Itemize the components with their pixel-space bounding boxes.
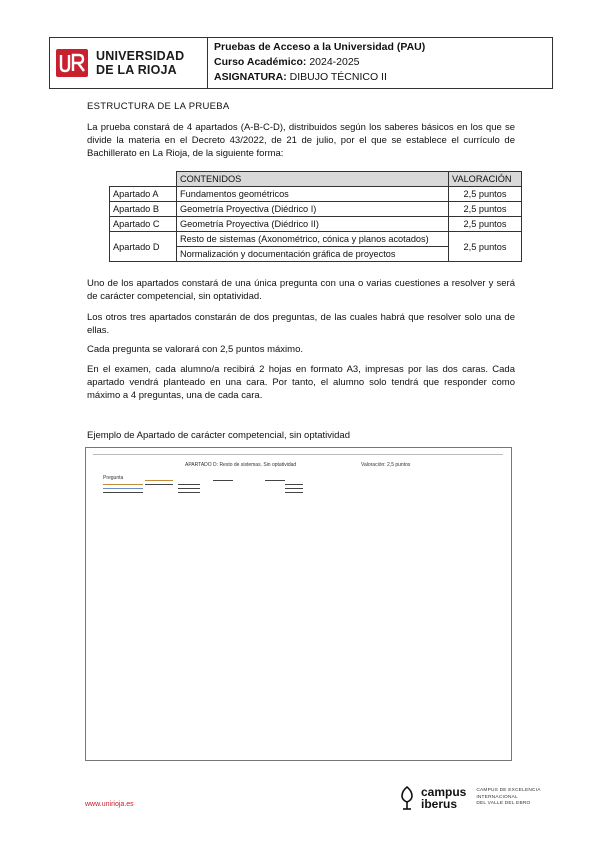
- campus-desc-2: INTERNACIONAL: [476, 794, 518, 800]
- course-value: 2024-2025: [309, 56, 360, 68]
- header-value: VALORACIÓN: [449, 172, 522, 187]
- example-line: [145, 484, 173, 485]
- example-line: [178, 488, 200, 489]
- subject-value: DIBUJO TÉCNICO II: [289, 71, 387, 83]
- course-label: Curso Académico:: [214, 56, 307, 68]
- document-header: [49, 37, 553, 89]
- campus-desc-3: DEL VALLE DEL EBRO: [476, 801, 531, 807]
- section-title: ESTRUCTURA DE LA PRUEBA: [87, 101, 230, 112]
- content-cell: Normalización y documentación gráfica de proyectos: [177, 247, 449, 262]
- example-figure: [85, 447, 512, 761]
- example-label: Pregunta: [103, 475, 124, 481]
- example-heading: APARTADO D: Resto de sistemas. Sin optatividad: [185, 462, 297, 468]
- value-cell: 2,5 puntos: [449, 232, 522, 262]
- apartado-cell: Apartado D: [110, 232, 177, 262]
- example-line: [285, 488, 303, 489]
- university-logo-icon: [56, 49, 88, 77]
- campus-iberus-icon: [399, 785, 415, 811]
- example-title: Ejemplo de Apartado de carácter competencial, sin optatividad: [87, 430, 350, 441]
- example-line: [265, 480, 285, 481]
- paragraph-optatividad: Los otros tres apartados constarán de dos preguntas, de las cuales habrá que resolver solo una de ellas.: [87, 312, 515, 336]
- example-line: [145, 480, 173, 481]
- structure-table: [109, 171, 522, 262]
- paragraph-competencial: Uno de los apartados constará de una única pregunta con una o varias cuestiones a resolver y será de carácter competencial, sin optatividad.: [87, 278, 515, 302]
- content-cell: Resto de sistemas (Axonométrico, cónica y planos acotados): [177, 232, 449, 247]
- table-header-row: [110, 172, 522, 187]
- apartado-cell: Apartado A: [110, 187, 177, 202]
- example-line: [285, 492, 303, 493]
- campus-line2: iberus: [421, 797, 458, 811]
- paragraph-score: Cada pregunta se valorará con 2,5 puntos máximo.: [87, 344, 303, 355]
- example-page: [93, 454, 503, 735]
- example-line: [178, 492, 200, 493]
- table-row: [110, 232, 522, 247]
- campus-desc-1: CAMPUS DE EXCELENCIA: [476, 788, 541, 794]
- table-row: [110, 187, 522, 202]
- example-line: [103, 484, 143, 485]
- campus-iberus-logo: [399, 785, 541, 811]
- content-cell: Fundamentos geométricos: [177, 187, 449, 202]
- example-score: Valoración: 2,5 puntos: [361, 462, 411, 468]
- content-cell: Geometría Proyectiva (Diédrico II): [177, 217, 449, 232]
- table-row: [110, 217, 522, 232]
- value-cell: 2,5 puntos: [449, 202, 522, 217]
- example-line: [103, 488, 143, 489]
- logo-line2: DE LA RIOJA: [96, 63, 177, 77]
- header-contents: CONTENIDOS: [177, 172, 449, 187]
- value-cell: 2,5 puntos: [449, 187, 522, 202]
- example-line: [213, 480, 233, 481]
- university-url: www.unirioja.es: [85, 801, 134, 808]
- apartado-cell: Apartado B: [110, 202, 177, 217]
- campus-line1: campus: [421, 785, 467, 799]
- university-logo: [50, 38, 208, 88]
- content-cell: Geometría Proyectiva (Diédrico I): [177, 202, 449, 217]
- value-cell: 2,5 puntos: [449, 217, 522, 232]
- intro-paragraph: La prueba constará de 4 apartados (A-B-C-D), distribuidos según los saberes básicos en los que se divide la materia en el Decreto 43/2022, de 21 de julio, por el que se establece el currículo de Bachillerato en La Rioja, de la siguiente forma:: [87, 122, 515, 159]
- paragraph-exam-format: En el examen, cada alumno/a recibirá 2 hojas en formato A3, impresas por las dos caras. Cada apartado vendrá planteado en una cara. Por tanto, el alumno solo tendrá que responder como máximo a 4 preguntas, una de cada cara.: [87, 364, 515, 401]
- example-line: [285, 484, 303, 485]
- apartado-cell: Apartado C: [110, 217, 177, 232]
- logo-line1: UNIVERSIDAD: [96, 49, 185, 63]
- subject-label: ASIGNATURA:: [214, 71, 287, 83]
- example-line: [178, 484, 200, 485]
- exam-title: Pruebas de Acceso a la Universidad (PAU): [214, 41, 426, 53]
- example-line: [103, 492, 143, 493]
- table-row: [110, 202, 522, 217]
